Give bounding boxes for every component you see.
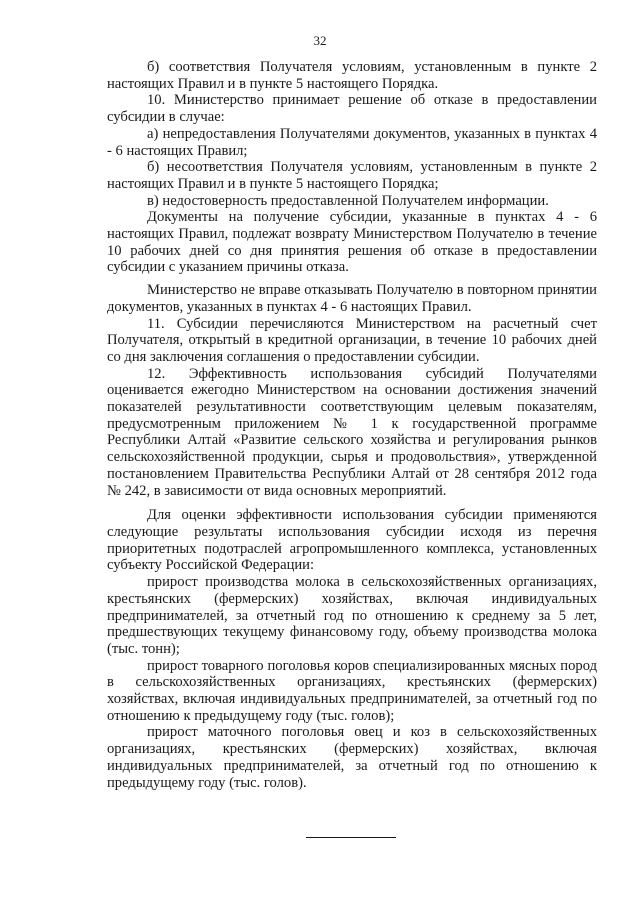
paragraph-evaluation-results: Для оценки эффективности использования субсидии применяются следующие результаты использования субсидии исходя из перечня приоритетных подотраслей агропромышленного комплекса, установленных субъекту Российской Федерации: [107, 507, 597, 574]
paragraph-cattle-growth: прирост товарного поголовья коров специализированных мясных пород в сельскохозяйственных организациях, крестьянских (фермерских) хозяйствах, включая индивидуальных предпринимателей, за отчетный год по отношению к предыдущему году (тыс. голов); [107, 657, 597, 724]
page-number: 32 [313, 33, 327, 48]
footer-divider [306, 837, 396, 838]
paragraph-b-noncompliance: б) несоответствия Получателя условиям, установленным в пункте 2 настоящих Правил и в пункте 5 настоящего Порядка; [107, 159, 597, 192]
paragraph-sheep-goat-growth: прирост маточного поголовья овец и коз в сельскохозяйственных организациях, крестьянских (фермерских) хозяйствах, включая индивидуальных предпринимателей, за отчетный год по отношению к предыдущему году (тыс. голов). [107, 724, 597, 791]
paragraph-11-transfer: 11. Субсидии перечисляются Министерством на расчетный счет Получателя, открытый в кредитной организации, в течение 10 рабочих дней со дня заключения соглашения о предоставлении субсидии. [107, 315, 597, 365]
paragraph-b-compliance: б) соответствия Получателя условиям, установленным в пункте 2 настоящих Правил и в пункте 5 настоящего Порядка. [107, 59, 597, 92]
paragraph-v-unreliable: в) недостоверность предоставленной Получателем информации. [147, 192, 549, 209]
document-body [107, 59, 597, 791]
paragraph-documents-return: Документы на получение субсидии, указанные в пунктах 4 - 6 настоящих Правил, подлежат возврату Министерством Получателю в течение 10 рабочих дней со дня принятия решения об отказе в предоставлении субсидии с указанием причины отказа. [107, 209, 597, 276]
paragraph-10-refusal: 10. Министерство принимает решение об отказе в предоставлении субсидии в случае: [107, 92, 597, 126]
paragraph-12-efficiency: 12. Эффективность использования субсидий Получателями оценивается ежегодно Министерством на основании достижения значений показателей результативности соответствующим целевым показателям, предусмотренным приложением № 1 к государственной программе Республики Алтай «Развитие сельского хозяйства и регулирования рынков сельскохозяйственной продукции, сырья и продовольствия», утвержденной постановлением Правительства Республики Алтай от 28 сентября 2012 года № 242, в зависимости от вида основных мероприятий. [107, 365, 597, 499]
paragraph-a-documents: а) непредоставления Получателями документов, указанных в пунктах 4 - 6 настоящих Правил; [107, 125, 597, 159]
paragraph-milk-growth: прирост производства молока в сельскохозяйственных организациях, крестьянских (фермерских) хозяйствах, включая индивидуальных предпринимателей, за отчетный год по отношению к среднему за 5 лет, предшествующих текущему финансовому году, объему производства молока (тыс. тонн); [107, 574, 597, 657]
paragraph-resubmission: Министерство не вправе отказывать Получателю в повторном принятии документов, указанных в пунктах 4 - 6 настоящих Правил. [107, 282, 597, 315]
